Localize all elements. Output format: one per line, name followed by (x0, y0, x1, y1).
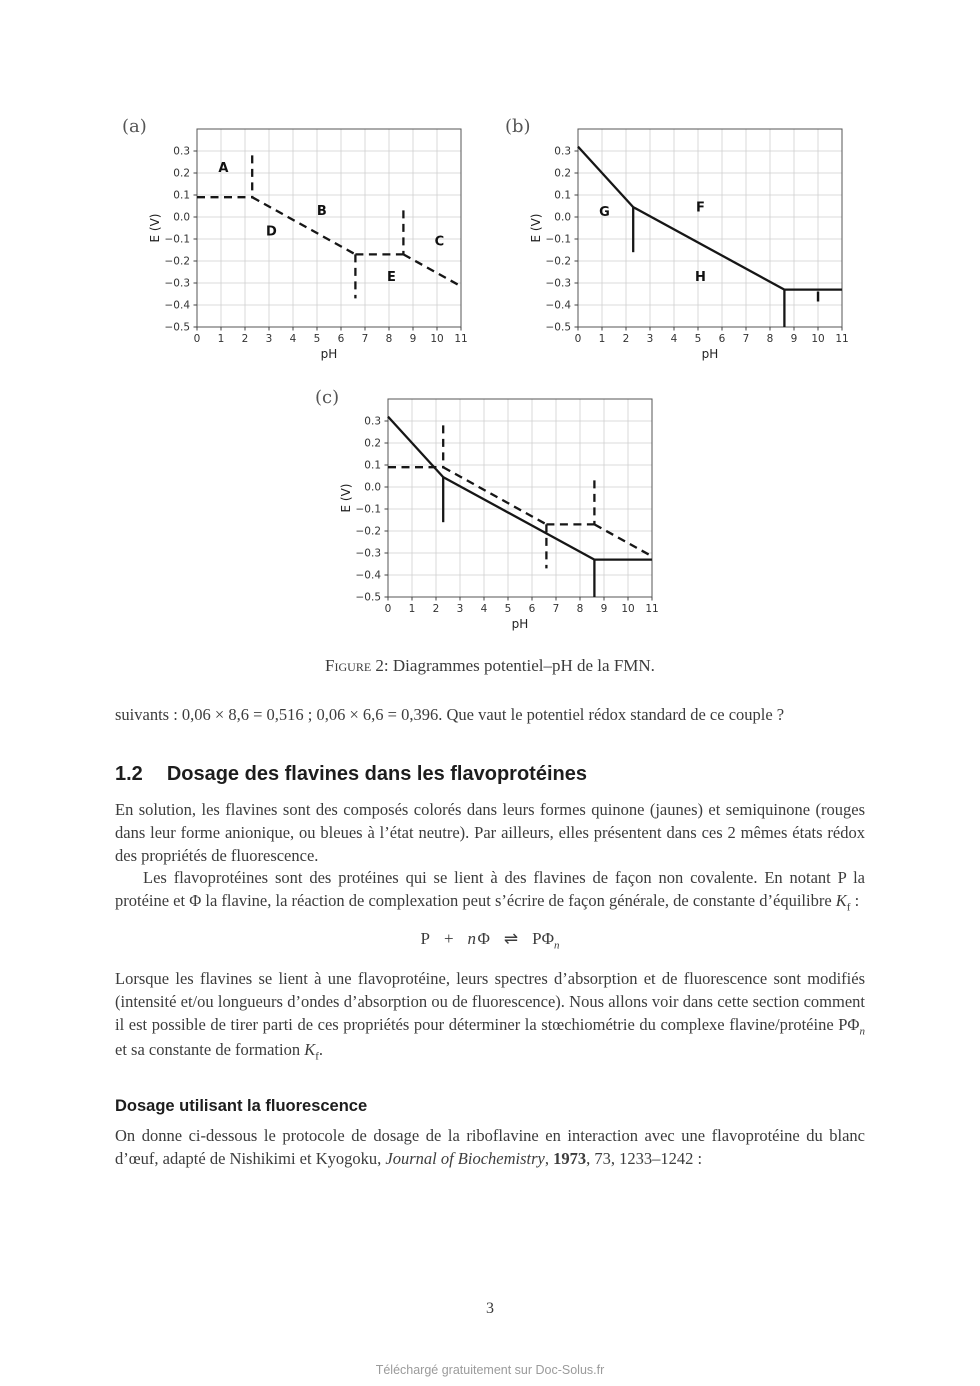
svg-text:11: 11 (645, 603, 658, 615)
paragraph-protocole-text1: On donne ci-dessous le protocole de dosage de la riboflavine en interaction avec une flavoprotéine du blanc d’œuf, adapté de Nishikimi et Kyogoku, (115, 1125, 865, 1168)
kf-symbol: K (835, 891, 847, 911)
paragraph-protocole (115, 1125, 865, 1171)
svg-text:7: 7 (361, 333, 369, 345)
paragraph-lorsque-text2: et sa constante de formation (115, 1040, 305, 1060)
svg-text:10: 10 (811, 333, 825, 345)
svg-text:F: F (695, 200, 705, 216)
svg-text:0.0: 0.0 (364, 481, 381, 494)
figure-caption-text: 2: Diagrammes potentiel–pH de la FMN. (371, 656, 655, 675)
svg-text:H: H (694, 269, 706, 285)
svg-text:−0.1: −0.1 (355, 503, 381, 516)
svg-text:6: 6 (528, 603, 536, 615)
svg-text:3: 3 (265, 333, 273, 345)
svg-text:10: 10 (430, 333, 444, 345)
panel-a-label: (a) (122, 116, 147, 137)
complexation-equation (115, 927, 865, 954)
figure-caption-word: Figure (325, 656, 372, 675)
svg-text:9: 9 (409, 333, 417, 345)
svg-text:8: 8 (766, 333, 774, 345)
equation-flavine: Φ (477, 928, 490, 948)
svg-text:2: 2 (241, 333, 249, 345)
complex-subscript: n (859, 1024, 865, 1037)
figure-caption (0, 656, 980, 676)
journal-year: 1973 (553, 1148, 587, 1168)
page-number: 3 (486, 1300, 494, 1317)
svg-text:−0.3: −0.3 (545, 277, 571, 290)
svg-text:3: 3 (646, 333, 654, 345)
svg-text:E (V): E (V) (339, 483, 353, 513)
paragraph-flavoproteines-text: Les flavoprotéines sont des protéines qui se lient à des flavines de façon non covalente. En notant P la protéine et Φ la flavine, la réaction de complexation peut s’écrire de façon générale, de constante d’équilibre (115, 868, 865, 911)
svg-text:B: B (316, 203, 327, 219)
svg-text:7: 7 (552, 603, 560, 615)
subsection-heading: Dosage utilisant la fluorescence (115, 1096, 368, 1115)
svg-text:E (V): E (V) (148, 213, 162, 243)
paragraph-lorsque (115, 968, 865, 1065)
equilibrium-arrow: ⇌ (503, 928, 519, 948)
svg-text:pH: pH (701, 347, 719, 361)
journal-name: Journal of Biochemistry (385, 1148, 545, 1168)
svg-text:5: 5 (504, 603, 512, 615)
svg-text:−0.2: −0.2 (164, 255, 190, 268)
paragraph-lorsque-text1: Lorsque les flavines se lient à une flavoprotéine, leurs spectres d’absorption et de fluorescence sont modifiés (intensité et/ou longueurs d’ondes d’absorption ou de fluorescence). Nous allons voir dans cette section comment il est possible de tirer parti de ces propriétés pour déterminer la stœchiométrie du complexe flavine/protéine (115, 968, 865, 1034)
svg-text:E: E (386, 269, 396, 285)
svg-text:0.1: 0.1 (364, 459, 381, 472)
svg-text:6: 6 (718, 333, 726, 345)
equation-product: PΦ (532, 928, 555, 948)
paragraph-protocole-text3: , 73, 1233–1242 : (586, 1148, 703, 1168)
equation-plus: + (443, 928, 454, 948)
svg-text:1: 1 (598, 333, 606, 345)
svg-text:11: 11 (454, 333, 467, 345)
svg-text:4: 4 (480, 603, 488, 615)
svg-text:9: 9 (790, 333, 798, 345)
svg-text:−0.5: −0.5 (545, 321, 571, 334)
section-title: Dosage des flavines dans les flavoprotéines (166, 762, 587, 785)
paragraph-flavoproteines (115, 867, 865, 916)
svg-text:−0.1: −0.1 (545, 233, 571, 246)
svg-text:9: 9 (600, 603, 608, 615)
svg-text:C: C (434, 234, 445, 250)
svg-text:0: 0 (574, 333, 582, 345)
svg-text:2: 2 (432, 603, 440, 615)
svg-text:I: I (815, 290, 821, 306)
svg-text:D: D (266, 224, 277, 240)
panel-c-label: (c) (315, 387, 340, 408)
svg-text:−0.4: −0.4 (545, 299, 571, 312)
svg-text:1: 1 (408, 603, 416, 615)
svg-text:5: 5 (313, 333, 321, 345)
svg-text:0: 0 (193, 333, 201, 345)
svg-text:G: G (599, 204, 610, 220)
svg-text:pH: pH (320, 347, 338, 361)
svg-text:0.3: 0.3 (554, 145, 571, 158)
svg-text:8: 8 (385, 333, 393, 345)
svg-text:11: 11 (835, 333, 848, 345)
svg-text:0.0: 0.0 (173, 211, 190, 224)
svg-text:−0.2: −0.2 (545, 255, 571, 268)
svg-text:1: 1 (217, 333, 225, 345)
svg-text:−0.3: −0.3 (164, 277, 190, 290)
svg-text:7: 7 (742, 333, 750, 345)
kf-subscript-2: f (315, 1050, 319, 1063)
svg-text:−0.3: −0.3 (355, 547, 381, 560)
svg-text:−0.5: −0.5 (164, 321, 190, 334)
svg-text:A: A (218, 160, 229, 176)
svg-text:8: 8 (576, 603, 584, 615)
svg-text:6: 6 (337, 333, 345, 345)
section-number: 1.2 (115, 762, 143, 785)
equation-reactant: P (420, 928, 430, 948)
svg-text:0.1: 0.1 (554, 189, 571, 202)
svg-text:pH: pH (511, 617, 529, 631)
svg-text:0.3: 0.3 (173, 145, 190, 158)
equation-product-subscript: n (554, 939, 560, 952)
pourbaix-diagram-a (147, 122, 467, 367)
paragraph-lorsque-period: . (318, 1040, 324, 1060)
svg-text:0.2: 0.2 (173, 167, 190, 180)
svg-text:0.2: 0.2 (554, 167, 571, 180)
svg-text:E (V): E (V) (529, 213, 543, 243)
section-heading (115, 761, 865, 789)
pourbaix-diagram-b (528, 122, 848, 367)
paragraph-solution: En solution, les flavines sont des composés colorés dans leurs formes quinone (jaunes) et semiquinone (rouges dans leur forme anionique, ou bleues à l’état neutre). Par ailleurs, elles présentent dans ces 2 mêmes états rédox des propriétés de fluorescence. (115, 799, 865, 865)
paragraph-suivants: suivants : 0,06 × 8,6 = 0,516 ; 0,06 × 6,6 = 0,396. Que vaut le potentiel rédox standard de ce couple ? (115, 705, 785, 724)
svg-text:5: 5 (694, 333, 702, 345)
svg-text:−0.2: −0.2 (355, 525, 381, 538)
kf-subscript: f (846, 901, 851, 914)
svg-text:0.0: 0.0 (554, 211, 571, 224)
svg-text:3: 3 (456, 603, 464, 615)
pourbaix-diagram-c (338, 392, 658, 637)
svg-text:2: 2 (622, 333, 630, 345)
svg-text:0: 0 (384, 603, 392, 615)
svg-text:0.2: 0.2 (364, 437, 381, 450)
paragraph-protocole-text2: , (544, 1148, 554, 1168)
equation-coefficient: n (467, 928, 477, 948)
svg-text:−0.1: −0.1 (164, 233, 190, 246)
paragraph-flavoproteines-colon: : (850, 891, 860, 911)
complex-symbol: PΦ (838, 1014, 860, 1034)
svg-text:10: 10 (621, 603, 635, 615)
text-body (115, 704, 865, 1170)
svg-text:−0.4: −0.4 (355, 569, 381, 582)
svg-text:4: 4 (670, 333, 678, 345)
svg-text:−0.4: −0.4 (164, 299, 190, 312)
kf-symbol-2: K (304, 1040, 316, 1060)
panel-b-label: (b) (505, 116, 531, 137)
svg-text:0.3: 0.3 (364, 415, 381, 428)
svg-text:−0.5: −0.5 (355, 591, 381, 604)
svg-text:4: 4 (289, 333, 297, 345)
watermark-text: Téléchargé gratuitement sur Doc-Solus.fr (375, 1363, 605, 1377)
svg-text:0.1: 0.1 (173, 189, 190, 202)
